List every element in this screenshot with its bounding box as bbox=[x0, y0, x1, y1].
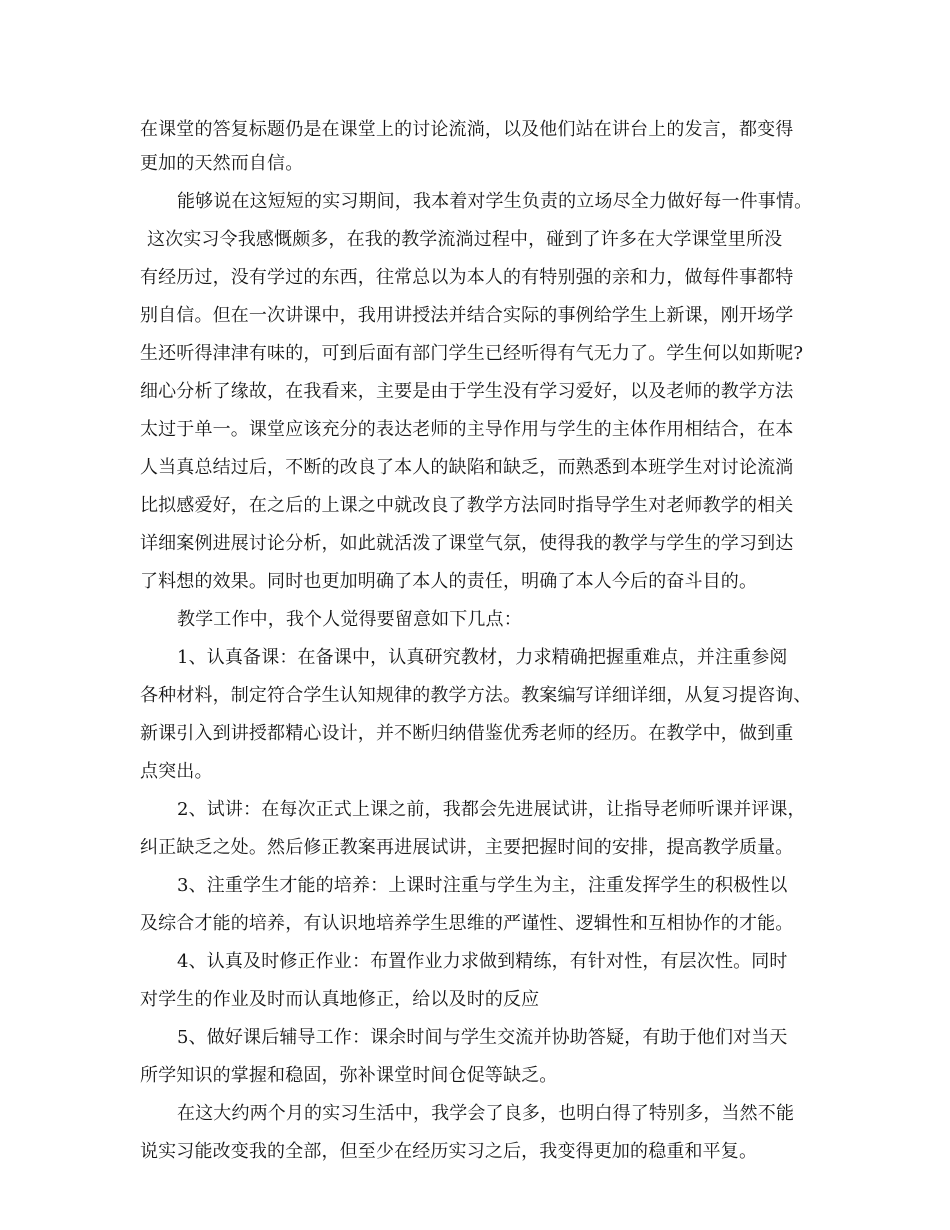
text-line: 及综合才能的培养，有认识地培养学生思维的严谨性、逻辑性和互相协作的才能。 bbox=[140, 913, 794, 934]
text-line: 新课引入到讲授都精心设计，并不断归纳借鉴优秀老师的经历。在教学中，做到重 bbox=[140, 723, 794, 744]
text-line: 所学知识的掌握和稳固，弥补课堂时间仓促等缺乏。 bbox=[140, 1065, 558, 1086]
text-line: 细心分析了缘故，在我看来，主要是由于学生没有学习爱好，以及老师的教学方法 bbox=[140, 381, 794, 402]
text-line: 在这大约两个月的实习生活中，我学会了良多，也明白得了特别多，当然不能 bbox=[177, 1103, 795, 1124]
text-line: 3、注重学生才能的培养：上课时注重与学生为主，注重发挥学生的积极性以 bbox=[177, 875, 788, 896]
text-line: 能够说在这短短的实习期间，我本着对学生负责的立场尽全力做好每一件事情。 bbox=[177, 191, 813, 212]
text-line: 人当真总结过后，不断的改良了本人的缺陷和缺乏，而熟悉到本班学生对讨论流淌 bbox=[140, 457, 794, 478]
text-line: 在课堂的答复标题仍是在课堂上的讨论流淌，以及他们站在讲台上的发言，都变得 bbox=[140, 119, 794, 140]
text-line: 纠正缺乏之处。然后修正教案再进展试讲，主要把握时间的安排，提高教学质量。 bbox=[140, 837, 794, 858]
text-line: 点突出。 bbox=[140, 761, 213, 782]
text-line: 有经历过，没有学过的东西，往常总以为本人的有特别强的亲和力，做每件事都特 bbox=[140, 267, 794, 288]
text-line: 2、试讲：在每次正式上课之前，我都会先进展试讲，让指导老师听课并评课， bbox=[177, 799, 806, 820]
text-line: 4、认真及时修正作业：布置作业力求做到精练，有针对性，有层次性。同时 bbox=[177, 951, 788, 972]
text-line: 对学生的作业及时而认真地修正，给以及时的反应 bbox=[140, 989, 540, 1010]
text-line: 更加的天然而自信。 bbox=[140, 153, 304, 174]
text-line: 这次实习令我感慨颇多，在我的教学流淌过程中，碰到了许多在大学课堂里所没 bbox=[147, 229, 783, 250]
text-line: 5、做好课后辅导工作：课余时间与学生交流并协助答疑，有助于他们对当天 bbox=[177, 1027, 788, 1048]
text-line: 各种材料，制定符合学生认知规律的教学方法。教案编写详细详细，从复习提咨询、 bbox=[140, 685, 812, 706]
text-line: 详细案例进展讨论分析，如此就活泼了课堂气氛，使得我的教学与学生的学习到达 bbox=[140, 533, 794, 554]
text-line: 说实习能改变我的全部，但至少在经历实习之后，我变得更加的稳重和平复。 bbox=[140, 1141, 758, 1162]
text-line: 比拟感爱好，在之后的上课之中就改良了教学方法同时指导学生对老师教学的相关 bbox=[140, 495, 794, 516]
text-line: 了料想的效果。同时也更加明确了本人的责任，明确了本人今后的奋斗目的。 bbox=[140, 571, 758, 592]
text-line: 教学工作中，我个人觉得要留意如下几点： bbox=[177, 609, 522, 630]
text-line: 生还听得津津有味的，可到后面有部门学生已经听得有气无力了。学生何以如斯呢? bbox=[140, 343, 804, 364]
text-line: 1、认真备课：在备课中，认真研究教材，力求精确把握重难点，并注重参阅 bbox=[177, 647, 788, 668]
text-line: 太过于单一。课堂应该充分的表达老师的主导作用与学生的主体作用相结合，在本 bbox=[140, 419, 794, 440]
text-line: 别自信。但在一次讲课中，我用讲授法并结合实际的事例给学生上新课，刚开场学 bbox=[140, 305, 794, 326]
